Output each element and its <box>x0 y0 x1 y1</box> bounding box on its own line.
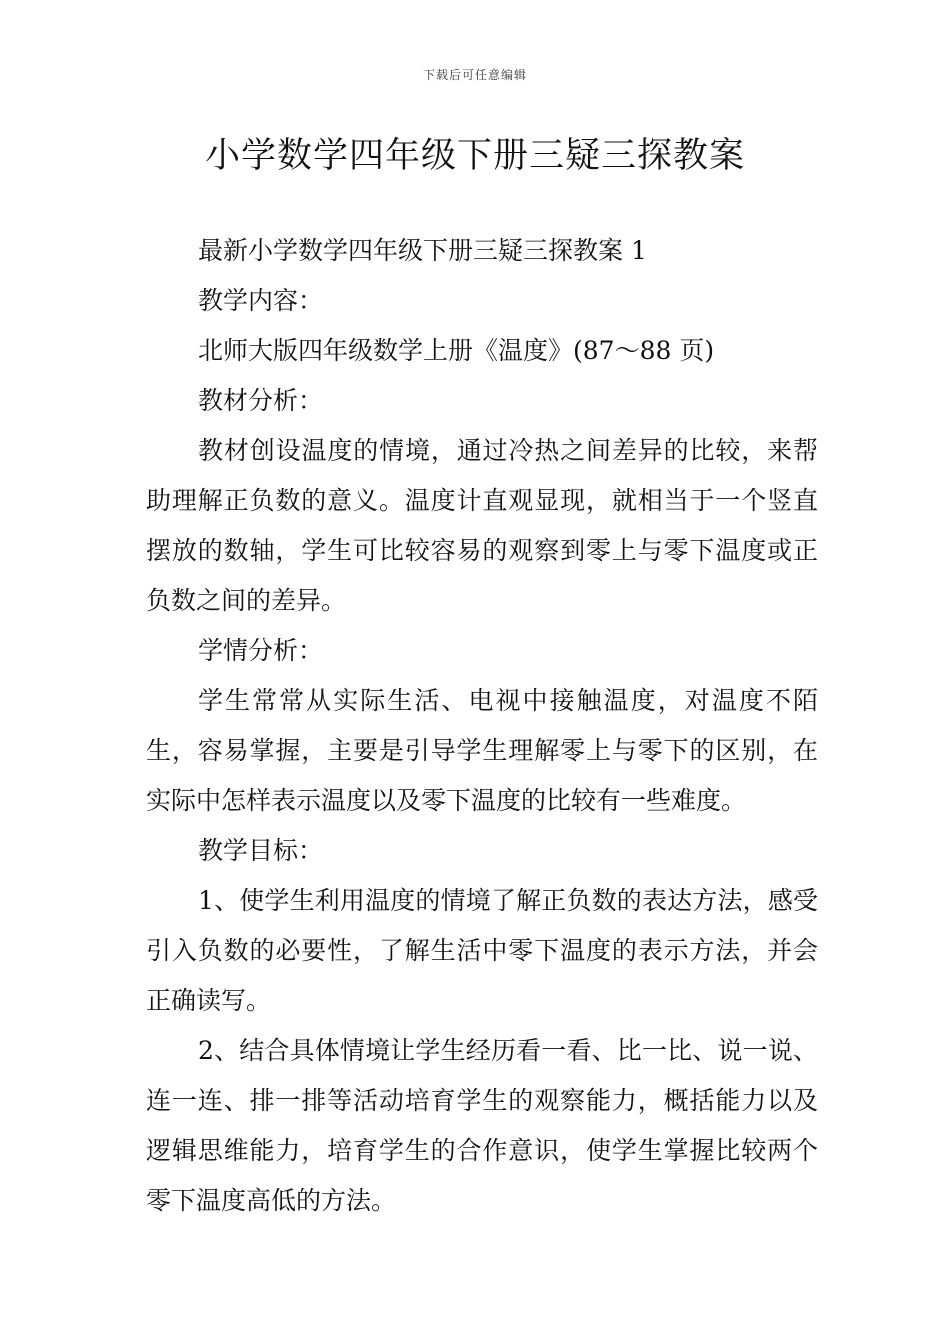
teaching-goal-1-paragraph: 1、使学生利用温度的情境了解正负数的表达方法，感受引入负数的必要性，了解生活中零下温度的表示方法，并会正确读写。 <box>146 886 818 1015</box>
document-body <box>146 226 818 1226</box>
document-title: 小学数学四年级下册三疑三探教案 <box>204 136 745 176</box>
subtitle-paragraph: 最新小学数学四年级下册三疑三探教案 1 <box>198 236 647 265</box>
section-heading-material-analysis: 教材分析： <box>198 386 324 415</box>
section-heading-teaching-content: 教学内容： <box>198 286 324 315</box>
teaching-goal-2-paragraph: 2、结合具体情境让学生经历看一看、比一比、说一说、连一连、排一排等活动培育学生的观察能力，概括能力以及逻辑思维能力，培育学生的合作意识，使学生掌握比较两个零下温度高低的方法。 <box>146 1036 818 1215</box>
teaching-content-paragraph: 北师大版四年级数学上册《温度》(87～88 页) <box>198 336 715 365</box>
student-analysis-paragraph: 学生常常从实际生活、电视中接触温度，对温度不陌生，容易掌握，主要是引导学生理解零上与零下的区别，在实际中怎样表示温度以及零下温度的比较有一些难度。 <box>146 686 818 815</box>
page-header-note: 下载后可任意编辑 <box>422 68 527 82</box>
section-heading-student-analysis: 学情分析： <box>198 636 324 665</box>
section-heading-teaching-goals: 教学目标： <box>198 836 324 865</box>
material-analysis-paragraph: 教材创设温度的情境，通过冷热之间差异的比较，来帮助理解正负数的意义。温度计直观显现，就相当于一个竖直摆放的数轴，学生可比较容易的观察到零上与零下温度或正负数之间的差异。 <box>146 436 818 615</box>
